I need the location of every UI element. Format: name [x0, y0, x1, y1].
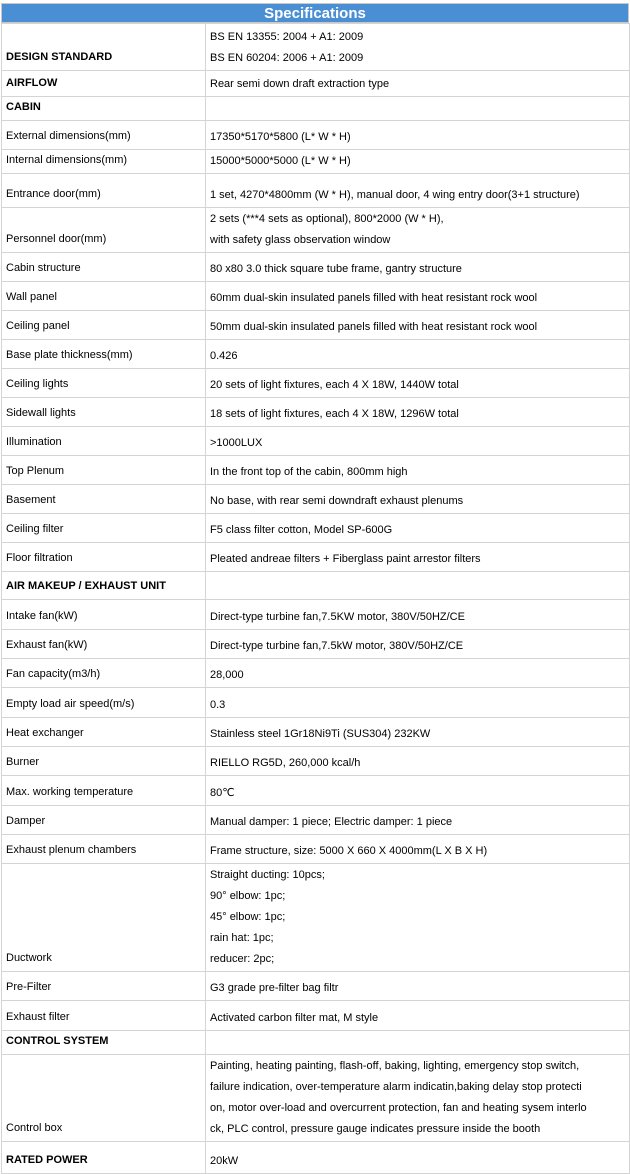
- spec-label: Exhaust fan(kW): [2, 630, 206, 659]
- spec-row: [2, 600, 630, 630]
- spec-label: Base plate thickness(mm): [2, 340, 206, 369]
- spec-value-line: ck, PLC control, pressure gauge indicates pressure inside the booth: [210, 1123, 541, 1135]
- spec-sheet: [1, 3, 629, 1174]
- spec-label: Intake fan(kW): [2, 600, 206, 630]
- spec-label: Empty load air speed(m/s): [2, 688, 206, 718]
- spec-value: [206, 806, 630, 835]
- spec-label: Floor filtration: [2, 543, 206, 572]
- spec-table: [1, 23, 630, 1174]
- spec-value-line: 80℃: [210, 787, 235, 799]
- spec-value: [206, 121, 630, 150]
- spec-value: [206, 398, 630, 427]
- spec-value-line: Frame structure, size: 5000 X 660 X 4000mm(L X B X H): [210, 845, 488, 857]
- spec-value: [206, 369, 630, 398]
- spec-label: Damper: [2, 806, 206, 835]
- spec-value: [206, 688, 630, 718]
- spec-row: [2, 972, 630, 1001]
- spec-row: [2, 71, 630, 97]
- spec-value-line: >1000LUX: [210, 437, 263, 449]
- spec-value: [206, 340, 630, 369]
- spec-value: [206, 972, 630, 1001]
- spec-value: [206, 543, 630, 572]
- spec-value: [206, 311, 630, 340]
- spec-label: Illumination: [2, 427, 206, 456]
- spec-label: Heat exchanger: [2, 718, 206, 747]
- spec-value-line: 50mm dual-skin insulated panels filled with heat resistant rock wool: [210, 321, 538, 333]
- spec-row: [2, 340, 630, 369]
- spec-label: Entrance door(mm): [2, 174, 206, 208]
- spec-row: [2, 150, 630, 174]
- spec-label: External dimensions(mm): [2, 121, 206, 150]
- spec-label: DESIGN STANDARD: [2, 24, 206, 71]
- spec-label: CONTROL SYSTEM: [2, 1031, 206, 1055]
- spec-value: [206, 630, 630, 659]
- spec-value: [206, 208, 630, 253]
- spec-value-line: Pleated andreae filters + Fiberglass paint arrestor filters: [210, 553, 481, 565]
- spec-value-line: 18 sets of light fixtures, each 4 X 18W, 1296W total: [210, 408, 459, 420]
- spec-row: [2, 1055, 630, 1142]
- spec-row: [2, 456, 630, 485]
- spec-value-line: 60mm dual-skin insulated panels filled with heat resistant rock wool: [210, 292, 538, 304]
- spec-label: Ceiling lights: [2, 369, 206, 398]
- spec-value-line: 0.426: [210, 350, 238, 362]
- spec-value: [206, 427, 630, 456]
- spec-row: [2, 776, 630, 806]
- spec-label: Exhaust plenum chambers: [2, 835, 206, 864]
- spec-value: [206, 659, 630, 688]
- spec-label: RATED POWER: [2, 1142, 206, 1174]
- spec-row: [2, 543, 630, 572]
- spec-value-line: 28,000: [210, 669, 244, 681]
- spec-value-line: 45° elbow: 1pc;: [210, 911, 286, 923]
- spec-value-line: No base, with rear semi downdraft exhaust plenums: [210, 495, 464, 507]
- spec-row: [2, 174, 630, 208]
- spec-row: [2, 485, 630, 514]
- spec-row: [2, 208, 630, 253]
- spec-value: [206, 1142, 630, 1174]
- spec-value: [206, 718, 630, 747]
- spec-value-line: 20 sets of light fixtures, each 4 X 18W, 1440W total: [210, 379, 459, 391]
- spec-value-line: F5 class filter cotton, Model SP-600G: [210, 524, 393, 536]
- spec-label: Control box: [2, 1055, 206, 1142]
- spec-value-line: [210, 1032, 625, 1053]
- spec-value: [206, 24, 630, 71]
- spec-label: Internal dimensions(mm): [2, 150, 206, 174]
- spec-value: [206, 600, 630, 630]
- spec-value: [206, 835, 630, 864]
- spec-value-line: 2 sets (***4 sets as optional), 800*2000 (W * H),: [210, 213, 444, 225]
- spec-value: [206, 174, 630, 208]
- spec-value-line: Activated carbon filter mat, M style: [210, 1012, 379, 1024]
- spec-value: [206, 150, 630, 174]
- spec-value: [206, 514, 630, 543]
- spec-row: [2, 1031, 630, 1055]
- spec-value-line: failure indication, over-temperature alarm indicatin,baking delay stop protecti: [210, 1081, 582, 1093]
- spec-label: Wall panel: [2, 282, 206, 311]
- spec-row: [2, 427, 630, 456]
- spec-value-line: [210, 577, 625, 598]
- spec-value-line: 0.3: [210, 699, 226, 711]
- spec-label: AIRFLOW: [2, 71, 206, 97]
- spec-label: AIR MAKEUP / EXHAUST UNIT: [2, 572, 206, 600]
- spec-value: [206, 71, 630, 97]
- spec-label: Ductwork: [2, 864, 206, 972]
- spec-value-line: with safety glass observation window: [210, 234, 391, 246]
- spec-label: Cabin structure: [2, 253, 206, 282]
- spec-value-line: BS EN 13355: 2004 + A1: 2009: [210, 31, 364, 43]
- spec-value: [206, 1031, 630, 1055]
- spec-value-line: on, motor over-load and overcurrent protection, fan and heating sysem interlo: [210, 1102, 587, 1114]
- spec-title: Specifications: [1, 3, 629, 23]
- spec-value-line: Straight ducting: 10pcs;: [210, 869, 325, 881]
- spec-row: [2, 24, 630, 71]
- spec-label: Personnel door(mm): [2, 208, 206, 253]
- spec-row: [2, 688, 630, 718]
- spec-value-line: 15000*5000*5000 (L* W * H): [210, 155, 351, 167]
- spec-value: [206, 282, 630, 311]
- spec-value-line: rain hat: 1pc;: [210, 932, 274, 944]
- spec-label: Ceiling filter: [2, 514, 206, 543]
- spec-value-line: Direct-type turbine fan,7.5KW motor, 380V/50HZ/CE: [210, 611, 465, 623]
- spec-value-line: 80 x80 3.0 thick square tube frame, gantry structure: [210, 263, 462, 275]
- spec-label: Top Plenum: [2, 456, 206, 485]
- spec-row: [2, 835, 630, 864]
- spec-value-line: [210, 98, 625, 119]
- spec-value-line: Painting, heating painting, flash-off, baking, lighting, emergency stop switch,: [210, 1060, 580, 1072]
- spec-value-line: In the front top of the cabin, 800mm high: [210, 466, 408, 478]
- spec-value: [206, 97, 630, 121]
- spec-row: [2, 572, 630, 600]
- spec-label: CABIN: [2, 97, 206, 121]
- spec-row: [2, 398, 630, 427]
- spec-value-line: G3 grade pre-filter bag filtr: [210, 982, 339, 994]
- spec-row: [2, 121, 630, 150]
- spec-value: [206, 253, 630, 282]
- spec-value: [206, 1055, 630, 1142]
- spec-value: [206, 864, 630, 972]
- spec-row: [2, 747, 630, 776]
- spec-label: Burner: [2, 747, 206, 776]
- spec-value: [206, 776, 630, 806]
- spec-row: [2, 630, 630, 659]
- spec-value-line: 90° elbow: 1pc;: [210, 890, 286, 902]
- spec-value-line: Manual damper: 1 piece; Electric damper: 1 piece: [210, 816, 453, 828]
- spec-value: [206, 747, 630, 776]
- spec-row: [2, 1142, 630, 1174]
- spec-row: [2, 864, 630, 972]
- spec-label: Ceiling panel: [2, 311, 206, 340]
- spec-value-line: 17350*5170*5800 (L* W * H): [210, 131, 351, 143]
- spec-value-line: 20kW: [210, 1155, 239, 1167]
- spec-value-line: reducer: 2pc;: [210, 953, 275, 965]
- spec-value-line: RIELLO RG5D, 260,000 kcal/h: [210, 757, 361, 769]
- spec-label: Exhaust filter: [2, 1001, 206, 1031]
- spec-label: Max. working temperature: [2, 776, 206, 806]
- spec-value: [206, 485, 630, 514]
- spec-value-line: 1 set, 4270*4800mm (W * H), manual door, 4 wing entry door(3+1 structure): [210, 189, 580, 201]
- spec-row: [2, 806, 630, 835]
- spec-row: [2, 718, 630, 747]
- spec-row: [2, 282, 630, 311]
- spec-table-body: [2, 24, 630, 1174]
- spec-value: [206, 1001, 630, 1031]
- spec-row: [2, 1001, 630, 1031]
- spec-label: Sidewall lights: [2, 398, 206, 427]
- spec-row: [2, 97, 630, 121]
- spec-label: Pre-Filter: [2, 972, 206, 1001]
- spec-row: [2, 311, 630, 340]
- spec-row: [2, 514, 630, 543]
- spec-value: [206, 456, 630, 485]
- spec-row: [2, 369, 630, 398]
- spec-label: Basement: [2, 485, 206, 514]
- spec-value-line: Direct-type turbine fan,7.5kW motor, 380V/50HZ/CE: [210, 640, 464, 652]
- spec-label: Fan capacity(m3/h): [2, 659, 206, 688]
- spec-value-line: Stainless steel 1Gr18Ni9Ti (SUS304) 232KW: [210, 728, 431, 740]
- spec-row: [2, 659, 630, 688]
- spec-value: [206, 572, 630, 600]
- spec-row: [2, 253, 630, 282]
- spec-value-line: BS EN 60204: 2006 + A1: 2009: [210, 52, 364, 64]
- spec-value-line: Rear semi down draft extraction type: [210, 78, 390, 90]
